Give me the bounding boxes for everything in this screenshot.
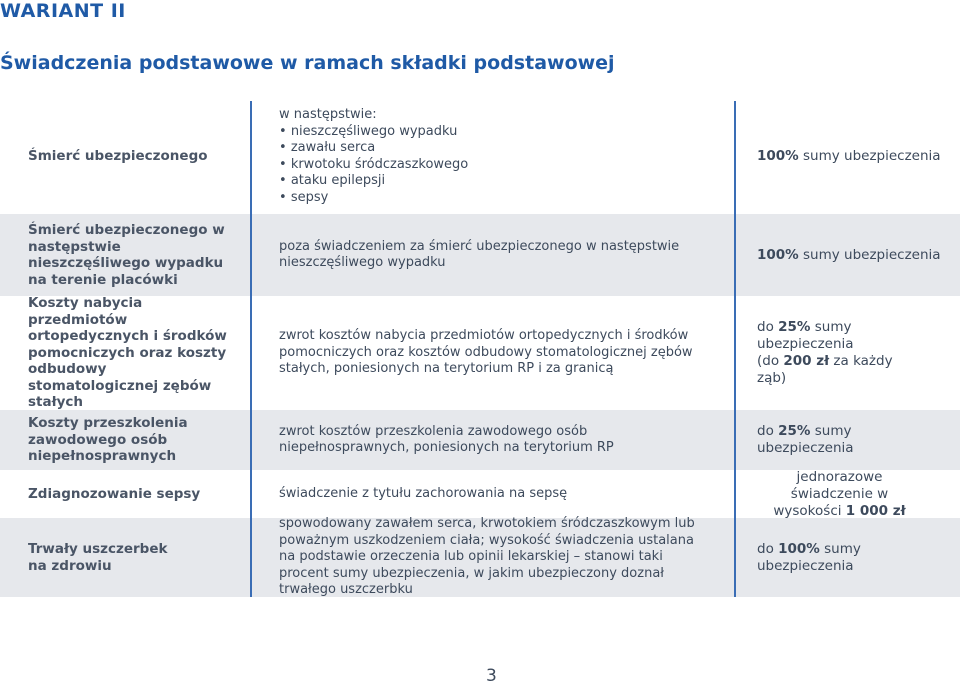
column-divider [734, 101, 736, 597]
list-item: • zawału serca [279, 140, 468, 157]
row-benefit [736, 468, 960, 519]
list-item: • ataku epilepsji [279, 173, 468, 190]
row-benefit [736, 101, 960, 212]
row-description: świadczenie z tytułu zachorowania na sepsę [279, 485, 568, 501]
benefit-amount: 100% [757, 148, 799, 164]
row-label: Zdiagnozowanie sepsy [28, 485, 201, 502]
benefit-text: sumy ubezpieczenia [798, 246, 941, 263]
benefit-amount: 25% [778, 319, 811, 335]
benefit-amount: 100% [778, 540, 820, 557]
list-item: • nieszczęśliwego wypadku [279, 124, 468, 141]
benefit-prefix: do [757, 423, 779, 439]
row-benefit [736, 214, 960, 296]
benefit-prefix: (do [757, 353, 784, 369]
row-benefit [736, 298, 960, 408]
row-description: poza świadczeniem za śmierć ubezpieczonego w następstwie nieszczęśliwego wypadku [279, 238, 680, 270]
variant-label: WARIANT II [0, 0, 126, 22]
benefit-text: sumy ubezpieczenia [757, 423, 854, 456]
table-row [0, 518, 960, 597]
benefit-text: za każdy ząb) [757, 353, 893, 386]
benefit-text: sumy ubezpieczenia [757, 540, 861, 574]
benefit-amount: 1 000 zł [845, 502, 906, 519]
benefit-prefix: do [757, 319, 779, 335]
row-label: Trwały uszczerbek na zdrowiu [28, 541, 168, 574]
list-item: • krwotoku śródczaszkowego [279, 157, 468, 174]
row-description: spowodowany zawałem serca, krwotokiem śródczaszkowym lub poważnym uszkodzeniem ciała; wysokość świadczenia ustalana na podstawie orzeczenia lub opinii lekarskiej – stanowi taki procent sumy ubezpieczenia, w jakim ubezpieczony doznał trwałego uszczerbku [279, 516, 695, 598]
row-label: Koszty przeszkolenia zawodowego osób niepełnosprawnych [28, 415, 188, 465]
list-item: • sepsy [279, 190, 468, 207]
table-row [0, 214, 960, 296]
table-row [0, 295, 960, 411]
benefit-amount: 200 zł [783, 353, 830, 369]
row-benefit [736, 410, 960, 470]
row-description [252, 101, 734, 212]
benefit-amount: 100% [757, 246, 799, 263]
row-label: Śmierć ubezpieczonego w następstwie nieszczęśliwego wypadku na terenie placówki [28, 222, 225, 288]
benefit-amount: 25% [778, 423, 811, 439]
benefit-prefix: do [757, 540, 779, 557]
row-description: zwrot kosztów nabycia przedmiotów ortopedycznych i środków pomocniczych oraz kosztów odbudowy stomatologicznej zębów stałych, poniesionych na terytorium RP i za granicą [279, 328, 693, 377]
table-row [0, 468, 960, 519]
description-intro: w następstwie: [279, 107, 377, 122]
row-description: zwrot kosztów przeszkolenia zawodowego osób niepełnosprawnych, poniesionych na terytorium RP [279, 423, 614, 455]
benefit-text: sumy ubezpieczenia [757, 319, 854, 352]
benefit-prefix: jednorazowe świadczenie w wysokości [773, 468, 889, 519]
row-label: Koszty nabycia przedmiotów ortopedycznych i środków pomocniczych oraz koszty odbudowy stomatologicznej zębów stałych [28, 295, 227, 411]
table-row [0, 101, 960, 212]
page-number: 3 [486, 666, 497, 686]
row-label: Śmierć ubezpieczonego [28, 148, 208, 165]
benefit-text: sumy ubezpieczenia [798, 148, 941, 164]
row-benefit [736, 518, 960, 597]
table-row [0, 410, 960, 470]
column-divider [250, 101, 252, 597]
section-title: Świadczenia podstawowe w ramach składki podstawowej [0, 52, 615, 74]
